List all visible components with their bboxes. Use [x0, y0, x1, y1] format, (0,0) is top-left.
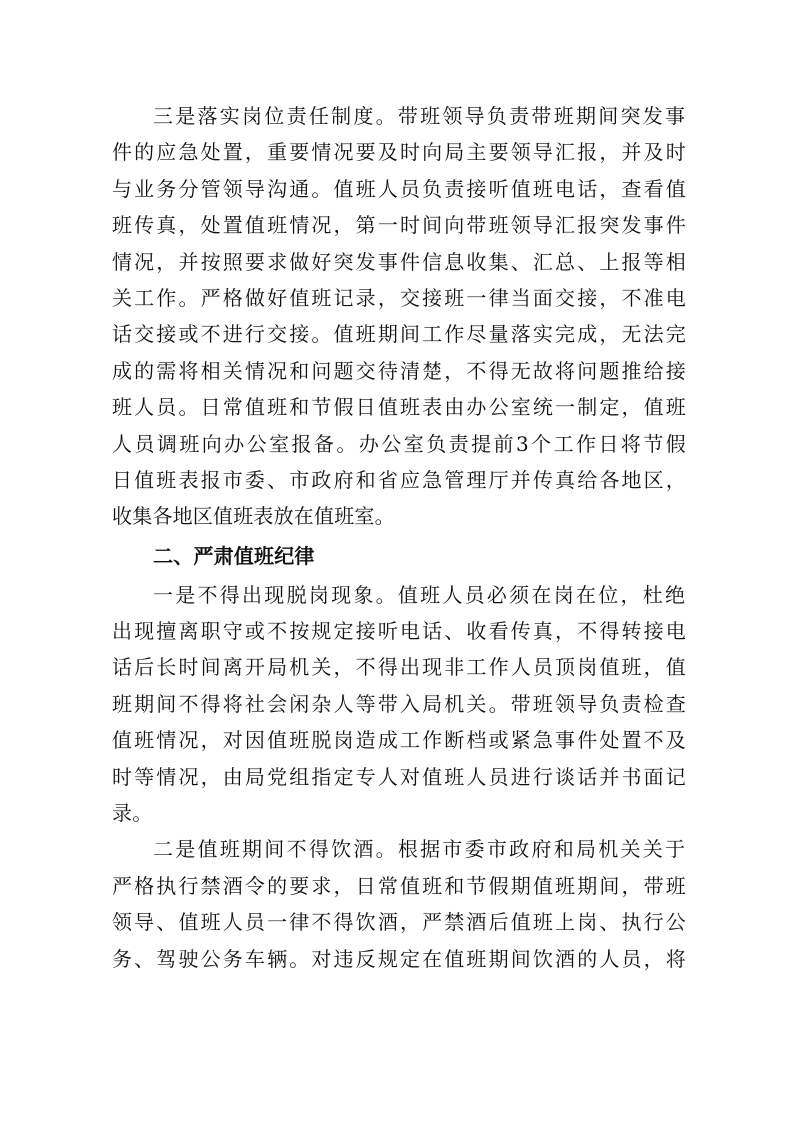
paragraph-no-drinking [112, 831, 686, 977]
paragraph-line: 件的应急处置，重要情况要及时向局主要领导汇报，并及时 [112, 140, 686, 165]
paragraph-line: 班期间不得将社会闲杂人等带入局机关。带班领导负责检查 [112, 691, 686, 716]
paragraph-line: 情况，并按照要求做好突发事件信息收集、汇总、上报等相 [112, 249, 686, 274]
paragraph-no-absence [112, 577, 686, 832]
paragraph-line: 人员调班向办公室报备。办公室负责提前3个工作日将节假 [112, 431, 686, 456]
document-body [112, 98, 686, 977]
paragraph-line: 日值班表报市委、市政府和省应急管理厅并传真给各地区， [112, 467, 686, 492]
paragraph-duty-responsibility [112, 98, 686, 535]
paragraph-line: 值班情况，对因值班脱岗造成工作断档或紧急事件处置不及 [112, 728, 686, 753]
paragraph-line: 话后长时间离开局机关，不得出现非工作人员顶岗值班，值 [112, 655, 686, 680]
paragraph-line: 二是值班期间不得饮酒。根据市委市政府和局机关关于 [153, 837, 686, 862]
paragraph-line: 时等情况，由局党组指定专人对值班人员进行谈话并书面记 [112, 764, 686, 789]
paragraph-line: 话交接或不进行交接。值班期间工作尽量落实完成，无法完 [112, 322, 686, 347]
paragraph-line: 班传真，处置值班情况，第一时间向带班领导汇报突发事件 [112, 213, 686, 238]
paragraph-line: 与业务分管领导沟通。值班人员负责接听值班电话，查看值 [112, 176, 686, 201]
paragraph-line: 务、驾驶公务车辆。对违反规定在值班期间饮酒的人员，将 [112, 946, 686, 971]
paragraph-line: 收集各地区值班表放在值班室。 [112, 504, 395, 529]
paragraph-line: 班人员。日常值班和节假日值班表由办公室统一制定，值班 [112, 395, 686, 420]
paragraph-line: 录。 [112, 801, 153, 826]
section-heading: 二、严肃值班纪律 [153, 543, 315, 568]
paragraph-line: 关工作。严格做好值班记录，交接班一律当面交接，不准电 [112, 285, 686, 310]
paragraph-line: 三是落实岗位责任制度。带班领导负责带班期间突发事 [153, 104, 686, 128]
paragraph-line: 一是不得出现脱岗现象。值班人员必须在岗在位，杜绝 [153, 582, 686, 607]
paragraph-line: 严格执行禁酒令的要求，日常值班和节假期值班期间，带班 [112, 873, 686, 898]
paragraph-line: 出现擅离职守或不按规定接听电话、收看传真，不得转接电 [112, 619, 686, 644]
paragraph-line: 成的需将相关情况和问题交待清楚，不得无故将问题推给接 [112, 358, 686, 383]
paragraph-line: 领导、值班人员一律不得饮酒，严禁酒后值班上岗、执行公 [112, 910, 686, 935]
